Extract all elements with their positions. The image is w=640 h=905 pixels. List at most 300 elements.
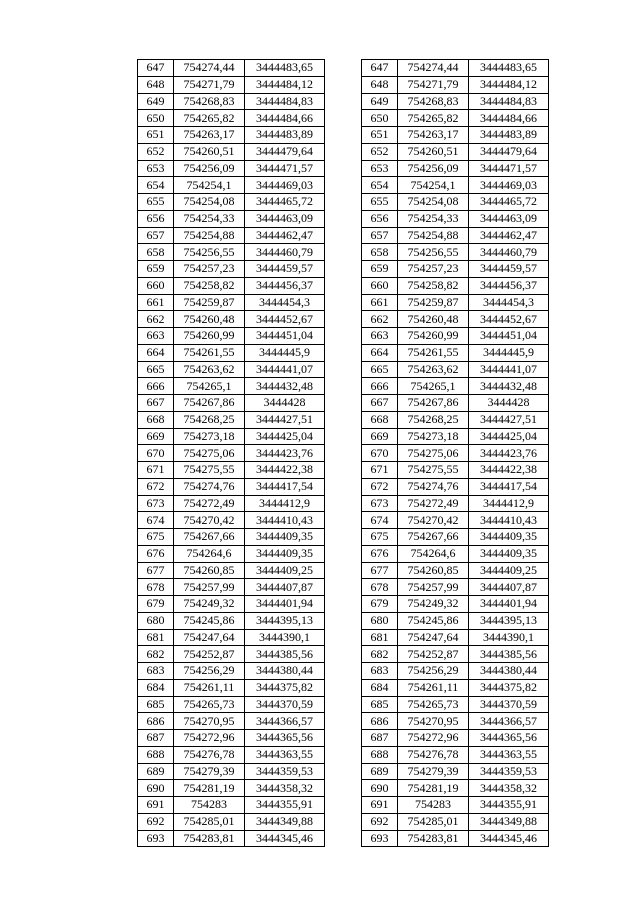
point-number-cell: 683: [138, 663, 174, 680]
y-coordinate-cell: 3444454,3: [245, 294, 325, 311]
table-row: [138, 261, 325, 278]
x-coordinate-cell: 754260,51: [398, 143, 469, 160]
y-coordinate-cell: 3444365,56: [245, 730, 325, 747]
y-coordinate-cell: 3444445,9: [245, 344, 325, 361]
point-number-cell: 689: [362, 763, 398, 780]
x-coordinate-cell: 754254,33: [398, 210, 469, 227]
point-number-cell: 650: [362, 110, 398, 127]
y-coordinate-cell: 3444412,9: [245, 495, 325, 512]
x-coordinate-cell: 754258,82: [398, 277, 469, 294]
y-coordinate-cell: 3444427,51: [469, 411, 549, 428]
point-number-cell: 654: [362, 177, 398, 194]
y-coordinate-cell: 3444410,43: [245, 512, 325, 529]
table-row: [138, 445, 325, 462]
table-row: [138, 311, 325, 328]
table-row: [138, 646, 325, 663]
x-coordinate-cell: 754283: [398, 797, 469, 814]
x-coordinate-cell: 754272,49: [398, 495, 469, 512]
point-number-cell: 673: [362, 495, 398, 512]
table-row: [138, 428, 325, 445]
point-number-cell: 677: [138, 562, 174, 579]
y-coordinate-cell: 3444345,46: [245, 830, 325, 847]
point-number-cell: 647: [362, 60, 398, 77]
y-coordinate-cell: 3444363,55: [469, 746, 549, 763]
x-coordinate-cell: 754256,29: [398, 663, 469, 680]
point-number-cell: 660: [138, 277, 174, 294]
point-number-cell: 684: [362, 679, 398, 696]
x-coordinate-cell: 754254,88: [174, 227, 245, 244]
y-coordinate-cell: 3444451,04: [469, 328, 549, 345]
x-coordinate-cell: 754275,06: [398, 445, 469, 462]
x-coordinate-cell: 754283,81: [174, 830, 245, 847]
point-number-cell: 666: [362, 378, 398, 395]
table-row: [362, 629, 549, 646]
point-number-cell: 650: [138, 110, 174, 127]
table-row: [362, 378, 549, 395]
y-coordinate-cell: 3444349,88: [245, 813, 325, 830]
point-number-cell: 660: [362, 277, 398, 294]
x-coordinate-cell: 754265,73: [174, 696, 245, 713]
table-row: [138, 177, 325, 194]
x-coordinate-cell: 754268,83: [174, 93, 245, 110]
point-number-cell: 675: [362, 529, 398, 546]
table-row: [138, 545, 325, 562]
x-coordinate-cell: 754264,6: [398, 545, 469, 562]
y-coordinate-cell: 3444483,65: [245, 60, 325, 77]
y-coordinate-cell: 3444462,47: [245, 227, 325, 244]
y-coordinate-cell: 3444390,1: [469, 629, 549, 646]
table-row: [138, 143, 325, 160]
point-number-cell: 687: [138, 730, 174, 747]
point-number-cell: 690: [138, 780, 174, 797]
table-row: [138, 76, 325, 93]
y-coordinate-cell: 3444345,46: [469, 830, 549, 847]
y-coordinate-cell: 3444409,25: [245, 562, 325, 579]
y-coordinate-cell: 3444456,37: [469, 277, 549, 294]
x-coordinate-cell: 754260,51: [174, 143, 245, 160]
point-number-cell: 693: [138, 830, 174, 847]
table-row: [362, 244, 549, 261]
table-row: [138, 462, 325, 479]
table-row: [138, 277, 325, 294]
table-row: [362, 596, 549, 613]
y-coordinate-cell: 3444484,83: [245, 93, 325, 110]
x-coordinate-cell: 754268,25: [174, 411, 245, 428]
x-coordinate-cell: 754257,99: [174, 579, 245, 596]
point-number-cell: 668: [362, 411, 398, 428]
y-coordinate-cell: 3444366,57: [469, 713, 549, 730]
table-row: [362, 646, 549, 663]
table-row: [362, 76, 549, 93]
table-row: [362, 160, 549, 177]
point-number-cell: 677: [362, 562, 398, 579]
table-row: [362, 328, 549, 345]
y-coordinate-cell: 3444425,04: [245, 428, 325, 445]
table-row: [138, 679, 325, 696]
y-coordinate-cell: 3444471,57: [469, 160, 549, 177]
point-number-cell: 652: [362, 143, 398, 160]
point-number-cell: 651: [362, 127, 398, 144]
y-coordinate-cell: 3444459,57: [469, 261, 549, 278]
point-number-cell: 692: [362, 813, 398, 830]
point-number-cell: 669: [138, 428, 174, 445]
table-row: [362, 612, 549, 629]
x-coordinate-cell: 754276,78: [174, 746, 245, 763]
x-coordinate-cell: 754260,48: [398, 311, 469, 328]
point-number-cell: 664: [362, 344, 398, 361]
y-coordinate-cell: 3444358,32: [469, 780, 549, 797]
table-row: [138, 127, 325, 144]
y-coordinate-cell: 3444423,76: [469, 445, 549, 462]
table-row: [362, 545, 549, 562]
y-coordinate-cell: 3444432,48: [469, 378, 549, 395]
x-coordinate-cell: 754263,62: [398, 361, 469, 378]
point-number-cell: 665: [138, 361, 174, 378]
y-coordinate-cell: 3444355,91: [245, 797, 325, 814]
table-row: [138, 730, 325, 747]
y-coordinate-cell: 3444370,59: [469, 696, 549, 713]
y-coordinate-cell: 3444469,03: [245, 177, 325, 194]
y-coordinate-cell: 3444366,57: [245, 713, 325, 730]
point-number-cell: 668: [138, 411, 174, 428]
point-number-cell: 672: [138, 478, 174, 495]
y-coordinate-cell: 3444363,55: [245, 746, 325, 763]
x-coordinate-cell: 754249,32: [398, 596, 469, 613]
y-coordinate-cell: 3444365,56: [469, 730, 549, 747]
point-number-cell: 679: [362, 596, 398, 613]
point-number-cell: 667: [362, 395, 398, 412]
point-number-cell: 655: [138, 194, 174, 211]
table-row: [362, 227, 549, 244]
x-coordinate-cell: 754247,64: [174, 629, 245, 646]
point-number-cell: 680: [362, 612, 398, 629]
point-number-cell: 684: [138, 679, 174, 696]
table-row: [138, 227, 325, 244]
x-coordinate-cell: 754283,81: [398, 830, 469, 847]
x-coordinate-cell: 754254,88: [398, 227, 469, 244]
y-coordinate-cell: 3444355,91: [469, 797, 549, 814]
table-row: [362, 361, 549, 378]
y-coordinate-cell: 3444484,66: [245, 110, 325, 127]
point-number-cell: 676: [138, 545, 174, 562]
y-coordinate-cell: 3444479,64: [245, 143, 325, 160]
y-coordinate-cell: 3444441,07: [469, 361, 549, 378]
y-coordinate-cell: 3444385,56: [469, 646, 549, 663]
x-coordinate-cell: 754254,1: [398, 177, 469, 194]
point-number-cell: 672: [362, 478, 398, 495]
point-number-cell: 693: [362, 830, 398, 847]
y-coordinate-cell: 3444428: [245, 395, 325, 412]
point-number-cell: 666: [138, 378, 174, 395]
x-coordinate-cell: 754273,18: [174, 428, 245, 445]
y-coordinate-cell: 3444471,57: [245, 160, 325, 177]
point-number-cell: 691: [138, 797, 174, 814]
table-row: [138, 244, 325, 261]
table-row: [362, 462, 549, 479]
point-number-cell: 670: [362, 445, 398, 462]
x-coordinate-cell: 754264,6: [174, 545, 245, 562]
x-coordinate-cell: 754256,09: [174, 160, 245, 177]
x-coordinate-cell: 754265,73: [398, 696, 469, 713]
y-coordinate-cell: 3444441,07: [245, 361, 325, 378]
table-row: [362, 60, 549, 77]
y-coordinate-cell: 3444465,72: [469, 194, 549, 211]
point-number-cell: 663: [362, 328, 398, 345]
table-row: [138, 763, 325, 780]
x-coordinate-cell: 754245,86: [174, 612, 245, 629]
x-coordinate-cell: 754247,64: [398, 629, 469, 646]
x-coordinate-cell: 754257,23: [174, 261, 245, 278]
table-row: [362, 261, 549, 278]
coordinates-table-left-body: [138, 60, 325, 847]
x-coordinate-cell: 754272,49: [174, 495, 245, 512]
table-row: [138, 378, 325, 395]
x-coordinate-cell: 754267,66: [174, 529, 245, 546]
table-row: [362, 344, 549, 361]
x-coordinate-cell: 754259,87: [398, 294, 469, 311]
x-coordinate-cell: 754256,29: [174, 663, 245, 680]
x-coordinate-cell: 754260,85: [398, 562, 469, 579]
point-number-cell: 685: [362, 696, 398, 713]
table-row: [138, 713, 325, 730]
x-coordinate-cell: 754270,42: [174, 512, 245, 529]
point-number-cell: 682: [362, 646, 398, 663]
y-coordinate-cell: 3444417,54: [469, 478, 549, 495]
point-number-cell: 652: [138, 143, 174, 160]
x-coordinate-cell: 754270,95: [398, 713, 469, 730]
table-row: [362, 529, 549, 546]
table-row: [138, 93, 325, 110]
point-number-cell: 664: [138, 344, 174, 361]
point-number-cell: 688: [138, 746, 174, 763]
table-row: [362, 110, 549, 127]
point-number-cell: 658: [138, 244, 174, 261]
table-row: [362, 277, 549, 294]
table-row: [362, 478, 549, 495]
table-row: [362, 797, 549, 814]
table-row: [362, 445, 549, 462]
y-coordinate-cell: 3444409,25: [469, 562, 549, 579]
point-number-cell: 687: [362, 730, 398, 747]
y-coordinate-cell: 3444428: [469, 395, 549, 412]
table-row: [362, 127, 549, 144]
table-row: [138, 294, 325, 311]
point-number-cell: 678: [362, 579, 398, 596]
y-coordinate-cell: 3444395,13: [245, 612, 325, 629]
x-coordinate-cell: 754267,86: [174, 395, 245, 412]
x-coordinate-cell: 754256,55: [174, 244, 245, 261]
x-coordinate-cell: 754274,44: [174, 60, 245, 77]
x-coordinate-cell: 754265,1: [398, 378, 469, 395]
point-number-cell: 691: [362, 797, 398, 814]
point-number-cell: 649: [138, 93, 174, 110]
table-row: [362, 562, 549, 579]
y-coordinate-cell: 3444452,67: [245, 311, 325, 328]
y-coordinate-cell: 3444484,83: [469, 93, 549, 110]
table-row: [362, 579, 549, 596]
table-row: [362, 813, 549, 830]
x-coordinate-cell: 754271,79: [174, 76, 245, 93]
x-coordinate-cell: 754254,33: [174, 210, 245, 227]
y-coordinate-cell: 3444401,94: [245, 596, 325, 613]
y-coordinate-cell: 3444463,09: [245, 210, 325, 227]
table-row: [362, 411, 549, 428]
y-coordinate-cell: 3444409,35: [469, 529, 549, 546]
table-row: [138, 579, 325, 596]
point-number-cell: 661: [138, 294, 174, 311]
y-coordinate-cell: 3444359,53: [245, 763, 325, 780]
table-row: [362, 194, 549, 211]
table-row: [138, 60, 325, 77]
y-coordinate-cell: 3444483,89: [245, 127, 325, 144]
point-number-cell: 674: [138, 512, 174, 529]
table-row: [362, 177, 549, 194]
x-coordinate-cell: 754249,32: [174, 596, 245, 613]
y-coordinate-cell: 3444407,87: [469, 579, 549, 596]
point-number-cell: 673: [138, 495, 174, 512]
y-coordinate-cell: 3444380,44: [469, 663, 549, 680]
y-coordinate-cell: 3444407,87: [245, 579, 325, 596]
y-coordinate-cell: 3444452,67: [469, 311, 549, 328]
point-number-cell: 663: [138, 328, 174, 345]
y-coordinate-cell: 3444432,48: [245, 378, 325, 395]
x-coordinate-cell: 754271,79: [398, 76, 469, 93]
table-row: [138, 612, 325, 629]
y-coordinate-cell: 3444445,9: [469, 344, 549, 361]
y-coordinate-cell: 3444483,65: [469, 60, 549, 77]
table-row: [138, 663, 325, 680]
table-row: [138, 194, 325, 211]
table-row: [362, 495, 549, 512]
point-number-cell: 648: [138, 76, 174, 93]
point-number-cell: 692: [138, 813, 174, 830]
y-coordinate-cell: 3444456,37: [245, 277, 325, 294]
x-coordinate-cell: 754256,55: [398, 244, 469, 261]
y-coordinate-cell: 3444451,04: [245, 328, 325, 345]
table-row: [362, 730, 549, 747]
point-number-cell: 670: [138, 445, 174, 462]
point-number-cell: 648: [362, 76, 398, 93]
x-coordinate-cell: 754270,42: [398, 512, 469, 529]
table-row: [362, 696, 549, 713]
x-coordinate-cell: 754283: [174, 797, 245, 814]
table-row: [138, 210, 325, 227]
y-coordinate-cell: 3444460,79: [469, 244, 549, 261]
x-coordinate-cell: 754285,01: [174, 813, 245, 830]
y-coordinate-cell: 3444359,53: [469, 763, 549, 780]
x-coordinate-cell: 754263,17: [398, 127, 469, 144]
x-coordinate-cell: 754270,95: [174, 713, 245, 730]
point-number-cell: 675: [138, 529, 174, 546]
x-coordinate-cell: 754267,66: [398, 529, 469, 546]
x-coordinate-cell: 754275,55: [398, 462, 469, 479]
point-number-cell: 653: [362, 160, 398, 177]
y-coordinate-cell: 3444380,44: [245, 663, 325, 680]
y-coordinate-cell: 3444370,59: [245, 696, 325, 713]
point-number-cell: 655: [362, 194, 398, 211]
point-number-cell: 676: [362, 545, 398, 562]
x-coordinate-cell: 754257,23: [398, 261, 469, 278]
table-row: [362, 679, 549, 696]
y-coordinate-cell: 3444484,66: [469, 110, 549, 127]
x-coordinate-cell: 754281,19: [398, 780, 469, 797]
table-row: [138, 411, 325, 428]
table-row: [362, 746, 549, 763]
table-row: [362, 143, 549, 160]
point-number-cell: 671: [362, 462, 398, 479]
point-number-cell: 680: [138, 612, 174, 629]
x-coordinate-cell: 754268,83: [398, 93, 469, 110]
coordinates-table-left: [137, 59, 325, 847]
point-number-cell: 654: [138, 177, 174, 194]
table-row: [362, 663, 549, 680]
point-number-cell: 683: [362, 663, 398, 680]
table-row: [362, 428, 549, 445]
y-coordinate-cell: 3444427,51: [245, 411, 325, 428]
x-coordinate-cell: 754263,62: [174, 361, 245, 378]
table-row: [138, 344, 325, 361]
y-coordinate-cell: 3444412,9: [469, 495, 549, 512]
y-coordinate-cell: 3444395,13: [469, 612, 549, 629]
x-coordinate-cell: 754274,76: [398, 478, 469, 495]
table-row: [362, 93, 549, 110]
point-number-cell: 657: [362, 227, 398, 244]
x-coordinate-cell: 754254,08: [174, 194, 245, 211]
y-coordinate-cell: 3444349,88: [469, 813, 549, 830]
point-number-cell: 688: [362, 746, 398, 763]
y-coordinate-cell: 3444462,47: [469, 227, 549, 244]
x-coordinate-cell: 754257,99: [398, 579, 469, 596]
x-coordinate-cell: 754267,86: [398, 395, 469, 412]
table-row: [362, 395, 549, 412]
table-row: [138, 395, 325, 412]
point-number-cell: 690: [362, 780, 398, 797]
y-coordinate-cell: 3444484,12: [245, 76, 325, 93]
x-coordinate-cell: 754258,82: [174, 277, 245, 294]
table-row: [138, 495, 325, 512]
x-coordinate-cell: 754276,78: [398, 746, 469, 763]
y-coordinate-cell: 3444410,43: [469, 512, 549, 529]
y-coordinate-cell: 3444422,38: [245, 462, 325, 479]
y-coordinate-cell: 3444425,04: [469, 428, 549, 445]
point-number-cell: 656: [362, 210, 398, 227]
y-coordinate-cell: 3444423,76: [245, 445, 325, 462]
point-number-cell: 674: [362, 512, 398, 529]
table-row: [362, 780, 549, 797]
y-coordinate-cell: 3444390,1: [245, 629, 325, 646]
table-row: [138, 512, 325, 529]
table-row: [138, 160, 325, 177]
table-row: [138, 830, 325, 847]
x-coordinate-cell: 754279,39: [174, 763, 245, 780]
x-coordinate-cell: 754259,87: [174, 294, 245, 311]
point-number-cell: 662: [138, 311, 174, 328]
table-row: [138, 328, 325, 345]
point-number-cell: 651: [138, 127, 174, 144]
point-number-cell: 678: [138, 579, 174, 596]
y-coordinate-cell: 3444422,38: [469, 462, 549, 479]
table-row: [362, 294, 549, 311]
point-number-cell: 647: [138, 60, 174, 77]
table-row: [362, 830, 549, 847]
y-coordinate-cell: 3444469,03: [469, 177, 549, 194]
x-coordinate-cell: 754275,06: [174, 445, 245, 462]
y-coordinate-cell: 3444401,94: [469, 596, 549, 613]
x-coordinate-cell: 754273,18: [398, 428, 469, 445]
point-number-cell: 665: [362, 361, 398, 378]
x-coordinate-cell: 754285,01: [398, 813, 469, 830]
point-number-cell: 681: [362, 629, 398, 646]
